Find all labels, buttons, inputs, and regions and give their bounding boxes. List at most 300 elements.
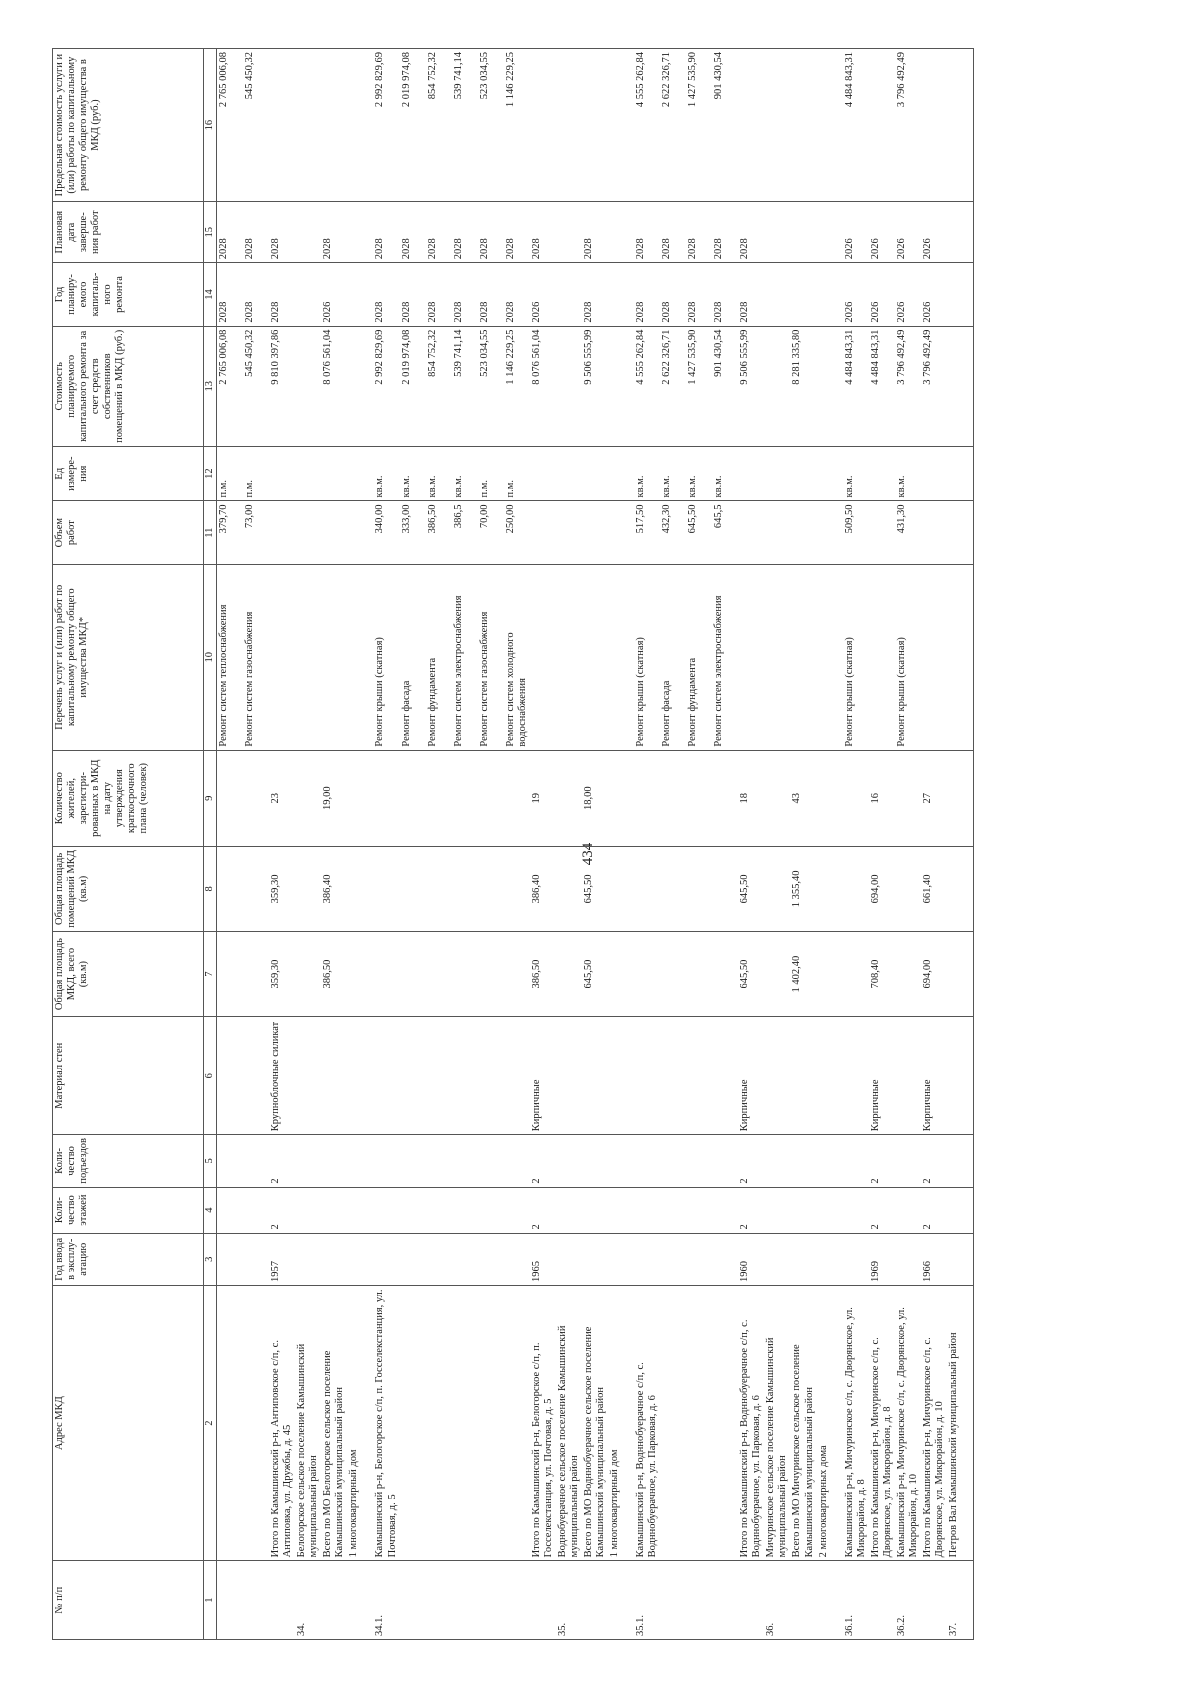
- table-cell: [556, 846, 582, 931]
- column-header-1: № п/п: [53, 1561, 204, 1640]
- table-cell: [321, 1187, 347, 1233]
- table-cell: Ремонт фундамента: [686, 564, 712, 750]
- table-cell: [712, 1135, 738, 1187]
- table-cell: [947, 1017, 974, 1135]
- table-cell: 2028: [478, 202, 504, 263]
- table-cell: Итого по Камышинский р-н, Антиповское с/п, с. Антиповка, ул. Дружбы, д. 45: [269, 1285, 295, 1560]
- table-cell: [269, 1561, 295, 1640]
- table-cell: [217, 1233, 244, 1285]
- table-cell: [321, 1135, 347, 1187]
- table-cell: [556, 750, 582, 846]
- table-cell: [295, 1233, 321, 1285]
- table-cell: [582, 1561, 608, 1640]
- table-cell: [869, 49, 895, 202]
- table-cell: [504, 1017, 530, 1135]
- table-row: [321, 49, 347, 1640]
- table-cell: [243, 1187, 269, 1233]
- table-cell: [217, 1285, 244, 1560]
- table-cell: [269, 446, 295, 501]
- table-cell: 2: [738, 1187, 764, 1233]
- table-cell: Мичуринское сельское поселение Камышинский муниципальный район: [764, 1285, 790, 1560]
- table-cell: 359,30: [269, 846, 295, 931]
- table-cell: [712, 931, 738, 1016]
- table-cell: 2028: [738, 263, 764, 326]
- table-cell: 386,50: [426, 501, 452, 564]
- table-cell: [817, 1135, 843, 1187]
- table-cell: [790, 564, 816, 750]
- table-cell: 2028: [452, 263, 478, 326]
- table-row: [764, 49, 790, 1640]
- table-cell: [295, 263, 321, 326]
- table-cell: 8 281 335,80: [790, 326, 816, 446]
- table-cell: Воднобуерачное сельское поселение Камышинский муниципальный район: [556, 1285, 582, 1560]
- table-cell: кв.м.: [634, 446, 660, 501]
- table-cell: 2026: [921, 202, 947, 263]
- column-number-15: 15: [204, 202, 217, 263]
- table-cell: 34.1.: [373, 1561, 399, 1640]
- column-header-4: Коли-чество этажей: [53, 1187, 204, 1233]
- table-cell: [426, 1233, 452, 1285]
- table-cell: [764, 1017, 790, 1135]
- table-cell: [373, 846, 399, 931]
- table-row: [452, 49, 478, 1640]
- column-number-12: 12: [204, 446, 217, 501]
- table-cell: 2028: [269, 263, 295, 326]
- column-header-5: Коли-чество подъездов: [53, 1135, 204, 1187]
- table-cell: 2026: [843, 202, 869, 263]
- table-cell: [400, 1187, 426, 1233]
- table-cell: 1965: [530, 1233, 556, 1285]
- table-cell: Ремонт крыши (скатная): [843, 564, 869, 750]
- table-cell: 1 427 535,90: [686, 326, 712, 446]
- table-cell: 2028: [452, 202, 478, 263]
- table-cell: [764, 49, 790, 202]
- table-cell: [817, 326, 843, 446]
- table-row: [582, 49, 608, 1640]
- table-cell: 359,30: [269, 931, 295, 1016]
- table-cell: Петров Вал Камышинский муниципальный район: [947, 1285, 974, 1560]
- table-cell: 2026: [869, 263, 895, 326]
- table-cell: 35.: [556, 1561, 582, 1640]
- table-cell: [608, 931, 634, 1016]
- table-cell: [321, 49, 347, 202]
- table-cell: [660, 750, 686, 846]
- table-cell: п.м.: [243, 446, 269, 501]
- table-cell: [347, 202, 373, 263]
- table-cell: [660, 846, 686, 931]
- table-cell: [400, 1017, 426, 1135]
- column-header-9: Количество жителей, зарегистри-рованных в МКД на дату утверждения краткосрочного плана (человек): [53, 750, 204, 846]
- table-cell: [400, 1135, 426, 1187]
- table-cell: 694,00: [921, 931, 947, 1016]
- table-cell: [660, 1561, 686, 1640]
- table-cell: 854 752,32: [426, 49, 452, 202]
- column-header-14: Год планиру-емого капиталь-ного ремонта: [53, 263, 204, 326]
- table-cell: [895, 1135, 921, 1187]
- table-row: [843, 49, 869, 1640]
- table-row: [556, 49, 582, 1640]
- table-cell: 2026: [843, 263, 869, 326]
- table-cell: 2026: [321, 263, 347, 326]
- table-cell: [764, 446, 790, 501]
- table-cell: 1966: [921, 1233, 947, 1285]
- table-cell: 661,40: [921, 846, 947, 931]
- table-cell: [478, 1135, 504, 1187]
- table-cell: Камышинский р-н, Мичуринское с/п, с. Дворянское, ул. Микрорайон, д. 8: [843, 1285, 869, 1560]
- table-cell: Кирпичные: [738, 1017, 764, 1135]
- table-cell: 36.: [764, 1561, 790, 1640]
- table-cell: Кирпичные: [921, 1017, 947, 1135]
- table-cell: [634, 750, 660, 846]
- table-cell: 2026: [921, 263, 947, 326]
- table-row: [530, 49, 556, 1640]
- column-number-7: 7: [204, 931, 217, 1016]
- table-cell: 545 450,32: [243, 49, 269, 202]
- table-cell: [921, 564, 947, 750]
- table-cell: [608, 564, 634, 750]
- table-cell: [764, 501, 790, 564]
- table-cell: 386,40: [321, 846, 347, 931]
- table-cell: [478, 1233, 504, 1285]
- column-header-8: Общая площадь помещений МКД (кв.м): [53, 846, 204, 931]
- table-cell: [321, 564, 347, 750]
- table-cell: [686, 1561, 712, 1640]
- table-cell: [373, 1135, 399, 1187]
- column-number-5: 5: [204, 1135, 217, 1187]
- table-cell: [217, 931, 244, 1016]
- table-cell: [243, 1561, 269, 1640]
- table-cell: [243, 931, 269, 1016]
- table-cell: [790, 1017, 816, 1135]
- table-cell: [712, 846, 738, 931]
- table-cell: [660, 931, 686, 1016]
- table-cell: Ремонт фундамента: [426, 564, 452, 750]
- table-cell: 3 796 492,49: [895, 49, 921, 202]
- table-cell: 34.: [295, 1561, 321, 1640]
- table-cell: Ремонт систем электроснабжения: [712, 564, 738, 750]
- table-cell: [947, 750, 974, 846]
- table-cell: [478, 1561, 504, 1640]
- table-cell: [347, 1135, 373, 1187]
- table-cell: [217, 846, 244, 931]
- table-cell: Всего по МО Мичуринское сельское поселение Камышинский муниципальный район: [790, 1285, 816, 1560]
- table-cell: [634, 931, 660, 1016]
- repair-plan-table: [52, 48, 974, 1640]
- table-row: [712, 49, 738, 1640]
- table-cell: 2028: [634, 263, 660, 326]
- table-cell: 386,40: [530, 846, 556, 931]
- table-cell: 523 034,55: [478, 326, 504, 446]
- table-cell: Ремонт систем электроснабжения: [452, 564, 478, 750]
- table-cell: Итого по Камышинский р-н, Мичуринское с/п, с. Дворянское, ул. Микрорайон, д. 8: [869, 1285, 895, 1560]
- table-cell: [400, 846, 426, 931]
- table-cell: 2 019 974,08: [400, 49, 426, 202]
- table-cell: [269, 49, 295, 202]
- table-cell: [269, 564, 295, 750]
- table-cell: [817, 202, 843, 263]
- table-cell: [295, 846, 321, 931]
- table-cell: [504, 931, 530, 1016]
- table-cell: [321, 446, 347, 501]
- table-cell: [426, 1135, 452, 1187]
- column-number-8: 8: [204, 846, 217, 931]
- table-body: [217, 49, 974, 1640]
- table-cell: [452, 1285, 478, 1560]
- table-cell: [556, 1233, 582, 1285]
- table-cell: 1 146 229,25: [504, 326, 530, 446]
- table-cell: 2028: [400, 202, 426, 263]
- table-cell: [921, 1561, 947, 1640]
- table-cell: 708,40: [869, 931, 895, 1016]
- table-cell: [608, 1135, 634, 1187]
- table-cell: [869, 446, 895, 501]
- table-cell: п.м.: [217, 446, 244, 501]
- table-cell: [764, 263, 790, 326]
- table-cell: [947, 202, 974, 263]
- table-cell: 4 555 262,84: [634, 326, 660, 446]
- table-cell: [712, 750, 738, 846]
- table-cell: [790, 263, 816, 326]
- table-cell: [478, 1285, 504, 1560]
- table-cell: Всего по МО Белогорское сельское поселение Камышинский муниципальный район: [321, 1285, 347, 1560]
- table-cell: 73,00: [243, 501, 269, 564]
- table-cell: [947, 501, 974, 564]
- table-cell: [478, 846, 504, 931]
- table-cell: 517,50: [634, 501, 660, 564]
- column-header-3: Год ввода в эксплу-атацию: [53, 1233, 204, 1285]
- table-cell: [660, 1187, 686, 1233]
- table-cell: Кирпичные: [869, 1017, 895, 1135]
- table-cell: [608, 326, 634, 446]
- table-cell: 2028: [243, 263, 269, 326]
- table-cell: [634, 846, 660, 931]
- table-cell: [895, 1017, 921, 1135]
- table-cell: [504, 846, 530, 931]
- table-cell: [608, 49, 634, 202]
- table-cell: [217, 1135, 244, 1187]
- table-cell: 2: [869, 1187, 895, 1233]
- table-cell: 509,50: [843, 501, 869, 564]
- table-cell: 2028: [712, 263, 738, 326]
- table-cell: [790, 501, 816, 564]
- table-cell: 16: [869, 750, 895, 846]
- table-cell: 432,30: [660, 501, 686, 564]
- table-cell: [556, 1135, 582, 1187]
- table-cell: [243, 1285, 269, 1560]
- table-cell: [295, 1017, 321, 1135]
- table-cell: [686, 846, 712, 931]
- table-cell: Ремонт систем теплоснабжения: [217, 564, 244, 750]
- table-cell: [947, 564, 974, 750]
- table-cell: 379,70: [217, 501, 244, 564]
- column-number-13: 13: [204, 326, 217, 446]
- table-cell: [556, 202, 582, 263]
- table-cell: [347, 446, 373, 501]
- table-cell: [608, 446, 634, 501]
- column-header-15: Плановая дата заверше-ния работ: [53, 202, 204, 263]
- table-cell: [243, 1017, 269, 1135]
- table-cell: [738, 446, 764, 501]
- table-cell: [556, 446, 582, 501]
- table-cell: [686, 1135, 712, 1187]
- table-cell: [764, 202, 790, 263]
- table-cell: [426, 846, 452, 931]
- table-cell: 854 752,32: [426, 326, 452, 446]
- table-cell: [269, 501, 295, 564]
- table-cell: кв.м.: [686, 446, 712, 501]
- table-cell: 18,00: [582, 750, 608, 846]
- table-cell: [582, 1017, 608, 1135]
- table-cell: [452, 1233, 478, 1285]
- table-cell: [921, 49, 947, 202]
- table-cell: [217, 1187, 244, 1233]
- table-row: [790, 49, 816, 1640]
- table-cell: [608, 501, 634, 564]
- table-cell: [790, 49, 816, 202]
- table-cell: Камышинский р-н, Мичуринское с/п, с. Дворянское, ул. Микрорайон, д. 10: [895, 1285, 921, 1560]
- column-number-10: 10: [204, 564, 217, 750]
- column-number-6: 6: [204, 1017, 217, 1135]
- table-cell: Ремонт систем газоснабжения: [478, 564, 504, 750]
- table-cell: [817, 1233, 843, 1285]
- column-header-13: Стоимость планируемого капитального ремонта за счет средств собственников помещений в МКД (руб.): [53, 326, 204, 446]
- table-cell: 645,50: [738, 846, 764, 931]
- table-cell: 386,50: [321, 931, 347, 1016]
- table-cell: [764, 564, 790, 750]
- table-cell: [817, 846, 843, 931]
- table-cell: [843, 1233, 869, 1285]
- table-cell: 2 765 006,08: [217, 326, 244, 446]
- table-cell: [347, 564, 373, 750]
- table-cell: [295, 1187, 321, 1233]
- table-cell: [686, 1187, 712, 1233]
- table-cell: [660, 1017, 686, 1135]
- table-cell: [478, 750, 504, 846]
- table-cell: [347, 750, 373, 846]
- table-cell: 2028: [530, 202, 556, 263]
- table-cell: [452, 931, 478, 1016]
- table-cell: 9 810 397,86: [269, 326, 295, 446]
- table-cell: 2 765 006,08: [217, 49, 244, 202]
- table-cell: 2028: [686, 202, 712, 263]
- table-cell: 250,00: [504, 501, 530, 564]
- table-cell: 523 034,55: [478, 49, 504, 202]
- table-cell: Ремонт фасада: [660, 564, 686, 750]
- table-cell: 2028: [400, 263, 426, 326]
- table-cell: 694,00: [869, 846, 895, 931]
- table-row: [921, 49, 947, 1640]
- table-cell: Белогорское сельское поселение Камышинский муниципальный район: [295, 1285, 321, 1560]
- table-cell: [295, 750, 321, 846]
- table-cell: 2028: [217, 263, 244, 326]
- table-cell: [634, 1187, 660, 1233]
- table-cell: [347, 1187, 373, 1233]
- table-cell: [217, 1561, 244, 1640]
- table-cell: [790, 1233, 816, 1285]
- table-cell: [400, 1233, 426, 1285]
- column-number-11: 11: [204, 501, 217, 564]
- table-cell: Итого по Камышинский р-н, Водннобуерачное с/п, с. Водннобуерачное, ул. Парковая, д. 6: [738, 1285, 764, 1560]
- table-cell: 2026: [530, 263, 556, 326]
- table-cell: 37.: [947, 1561, 974, 1640]
- rotated-table-container: [52, 48, 1190, 1640]
- table-cell: [556, 931, 582, 1016]
- table-cell: [478, 1187, 504, 1233]
- table-cell: [817, 501, 843, 564]
- table-cell: [660, 1135, 686, 1187]
- table-cell: Камышинский р-н, Белогорское с/п, п. Госселекстанция, ул. Почтовая, д. 5: [373, 1285, 399, 1560]
- table-cell: Ремонт систем холодного водоснабжения: [504, 564, 530, 750]
- table-cell: [817, 446, 843, 501]
- table-cell: 1 многоквартирный дом: [608, 1285, 634, 1560]
- table-cell: [321, 1561, 347, 1640]
- table-cell: 3 796 492,49: [921, 326, 947, 446]
- column-header-11: Объем работ: [53, 501, 204, 564]
- table-cell: 333,00: [400, 501, 426, 564]
- table-cell: 2028: [426, 263, 452, 326]
- table-cell: [869, 501, 895, 564]
- table-cell: [660, 1285, 686, 1560]
- table-cell: 2028: [373, 202, 399, 263]
- table-cell: [712, 1561, 738, 1640]
- table-cell: [921, 501, 947, 564]
- table-cell: [452, 846, 478, 931]
- table-cell: [921, 446, 947, 501]
- table-cell: [452, 1561, 478, 1640]
- table-cell: 2: [269, 1135, 295, 1187]
- table-cell: [347, 263, 373, 326]
- table-cell: [504, 1561, 530, 1640]
- table-cell: 2028: [504, 263, 530, 326]
- column-header-7: Общая площадь МКД, всего (кв.м): [53, 931, 204, 1016]
- table-cell: [738, 1561, 764, 1640]
- table-cell: [556, 501, 582, 564]
- column-number-row: [204, 49, 217, 1640]
- table-row: [347, 49, 373, 1640]
- table-cell: 2028: [582, 263, 608, 326]
- table-cell: [582, 501, 608, 564]
- table-cell: [400, 1561, 426, 1640]
- table-cell: Кирпичные: [530, 1017, 556, 1135]
- table-cell: 1960: [738, 1233, 764, 1285]
- table-cell: [556, 1017, 582, 1135]
- table-cell: 2: [921, 1187, 947, 1233]
- table-cell: 2028: [217, 202, 244, 263]
- table-cell: [452, 1187, 478, 1233]
- table-cell: [347, 1233, 373, 1285]
- table-cell: кв.м.: [373, 446, 399, 501]
- table-cell: [738, 564, 764, 750]
- table-cell: 36.2.: [895, 1561, 921, 1640]
- table-cell: Итого по Камышинский р-н, Белогорское с/п, п. Госселекстанция, ул. Почтовая, д. 5: [530, 1285, 556, 1560]
- table-cell: [738, 49, 764, 202]
- table-cell: [843, 1135, 869, 1187]
- table-row: [660, 49, 686, 1640]
- table-row: [504, 49, 530, 1640]
- table-cell: 2028: [712, 202, 738, 263]
- table-cell: [712, 1285, 738, 1560]
- table-cell: [556, 263, 582, 326]
- table-cell: [686, 931, 712, 1016]
- table-cell: 2026: [869, 202, 895, 263]
- page-number: 434: [580, 842, 596, 866]
- table-cell: [556, 49, 582, 202]
- table-cell: [790, 1561, 816, 1640]
- table-cell: [556, 1187, 582, 1233]
- table-cell: [608, 1017, 634, 1135]
- table-cell: [373, 1233, 399, 1285]
- table-cell: 645,50: [738, 931, 764, 1016]
